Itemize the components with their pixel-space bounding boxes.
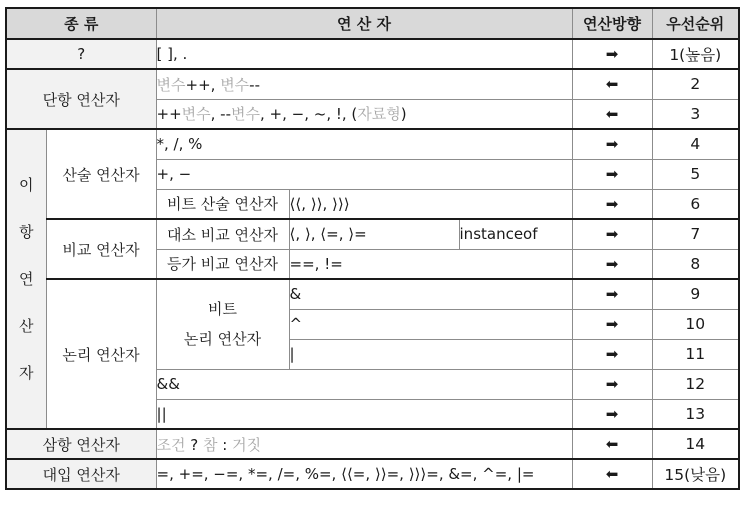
priority-cell: 11 — [652, 339, 739, 369]
operator-cell: ++변수, --변수, +, −, ~, !, (자료형) — [156, 99, 572, 129]
right-arrow-icon: ➡ — [605, 254, 619, 273]
left-arrow-icon: ⬅ — [605, 104, 619, 123]
direction-cell — [572, 369, 652, 399]
subkind-magnitude: 대소 비교 연산자 — [156, 219, 289, 249]
direction-cell — [572, 309, 652, 339]
subkind-compare: 비교 연산자 — [46, 219, 156, 279]
subkind-arith: 산술 연산자 — [46, 129, 156, 219]
kind-cell: ? — [6, 39, 156, 69]
operator-extra-cell: instanceof — [459, 219, 572, 249]
operator-cell: =, +=, −=, *=, /=, %=, ⟨⟨=, ⟩⟩=, ⟩⟩⟩=, &=, ^=, |= — [156, 459, 572, 489]
operator-cell: ^ — [289, 309, 572, 339]
priority-cell: 8 — [652, 249, 739, 279]
operator-cell: || — [156, 399, 572, 429]
direction-cell — [572, 279, 652, 309]
right-arrow-icon: ➡ — [605, 285, 619, 304]
priority-cell: 12 — [652, 369, 739, 399]
header-operator: 연 산 자 — [156, 8, 572, 39]
priority-cell: 4 — [652, 129, 739, 159]
header-priority: 우선순위 — [652, 8, 739, 39]
table-row — [6, 219, 739, 249]
direction-cell — [572, 99, 652, 129]
priority-cell: 15(낮음) — [652, 459, 739, 489]
right-arrow-icon: ➡ — [605, 45, 619, 63]
kind-cell-unary: 단항 연산자 — [6, 69, 156, 129]
table-row — [6, 129, 739, 159]
priority-cell: 7 — [652, 219, 739, 249]
priority-cell: 6 — [652, 189, 739, 219]
direction-cell — [572, 159, 652, 189]
operator-cell: *, /, % — [156, 129, 572, 159]
kind-cell-binary: 이 항 연 산 자 — [6, 129, 46, 429]
left-arrow-icon: ⬅ — [605, 435, 619, 453]
direction-cell — [572, 429, 652, 459]
subkind-equality: 등가 비교 연산자 — [156, 249, 289, 279]
operator-precedence-table — [5, 7, 740, 490]
kind-cell-assign: 대입 연산자 — [6, 459, 156, 489]
operator-cell: +, − — [156, 159, 572, 189]
right-arrow-icon: ➡ — [605, 375, 619, 393]
direction-cell — [572, 249, 652, 279]
right-arrow-icon: ➡ — [605, 404, 619, 423]
table-row — [6, 69, 739, 99]
subkind-bit-logic: 비트 논리 연산자 — [156, 279, 289, 369]
right-arrow-icon: ➡ — [605, 165, 619, 183]
direction-cell — [572, 129, 652, 159]
header-kind: 종 류 — [6, 8, 156, 39]
right-arrow-icon: ➡ — [605, 194, 619, 213]
right-arrow-icon: ➡ — [605, 345, 619, 363]
direction-cell — [572, 189, 652, 219]
direction-cell — [572, 339, 652, 369]
priority-cell: 1(높음) — [652, 39, 739, 69]
operator-cell: ⟨⟨, ⟩⟩, ⟩⟩⟩ — [289, 189, 572, 219]
operator-cell: ⟨, ⟩, ⟨=, ⟩= — [289, 219, 459, 249]
direction-cell — [572, 219, 652, 249]
operator-cell: && — [156, 369, 572, 399]
direction-cell — [572, 69, 652, 99]
priority-cell: 10 — [652, 309, 739, 339]
operator-cell: ==, != — [289, 249, 572, 279]
direction-cell — [572, 39, 652, 69]
operator-cell: 변수++, 변수-- — [156, 69, 572, 99]
right-arrow-icon: ➡ — [605, 315, 619, 333]
priority-cell: 13 — [652, 399, 739, 429]
operator-cell: & — [289, 279, 572, 309]
right-arrow-icon: ➡ — [605, 135, 619, 154]
priority-cell: 5 — [652, 159, 739, 189]
direction-cell — [572, 459, 652, 489]
priority-cell: 2 — [652, 69, 739, 99]
operator-cell: 조건 ? 참 : 거짓 — [156, 429, 572, 459]
kind-cell-ternary: 삼항 연산자 — [6, 429, 156, 459]
priority-cell: 14 — [652, 429, 739, 459]
table-row — [6, 39, 739, 69]
direction-cell — [572, 399, 652, 429]
subkind-logic: 논리 연산자 — [46, 279, 156, 429]
operator-cell: [ ], . — [156, 39, 572, 69]
priority-cell: 3 — [652, 99, 739, 129]
right-arrow-icon: ➡ — [605, 225, 619, 244]
subkind-bit-arith: 비트 산술 연산자 — [156, 189, 289, 219]
left-arrow-icon: ⬅ — [605, 465, 619, 483]
header-direction: 연산방향 — [572, 8, 652, 39]
table-row — [6, 429, 739, 459]
left-arrow-icon: ⬅ — [605, 75, 619, 94]
operator-cell: | — [289, 339, 572, 369]
priority-cell: 9 — [652, 279, 739, 309]
table-row — [6, 459, 739, 489]
table-row — [6, 279, 739, 309]
